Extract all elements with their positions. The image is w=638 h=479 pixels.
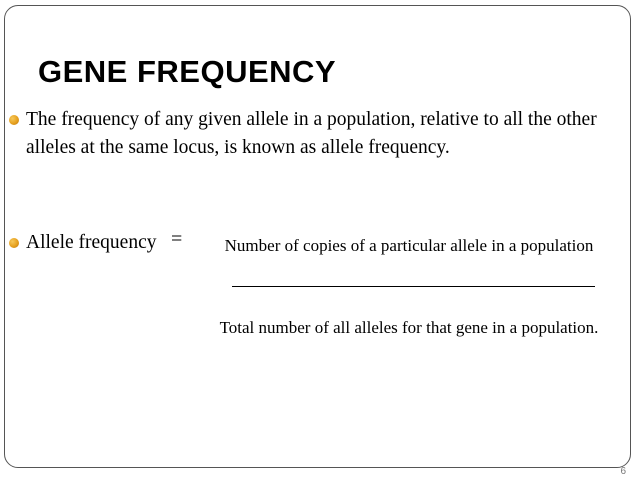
bullet-dot-icon [9,115,19,125]
fraction-line [232,286,595,287]
fraction-numerator: Number of copies of a particular allele in a population [224,236,594,255]
slide-title: GENE FREQUENCY [38,54,337,89]
equals-sign: = [171,228,183,250]
bullet-definition [9,106,619,162]
bullet-formula-label: Allele frequency [26,232,157,253]
bullet-formula [9,229,156,257]
bullet-dot-icon [9,238,19,248]
fraction-denominator: Total number of all alleles for that gene in a population. [219,318,599,337]
page-number: 6 [620,466,626,477]
bullet-definition-text: The frequency of any given allele in a population, relative to all the other alleles at the same locus, is known as allele frequency. [26,109,597,158]
